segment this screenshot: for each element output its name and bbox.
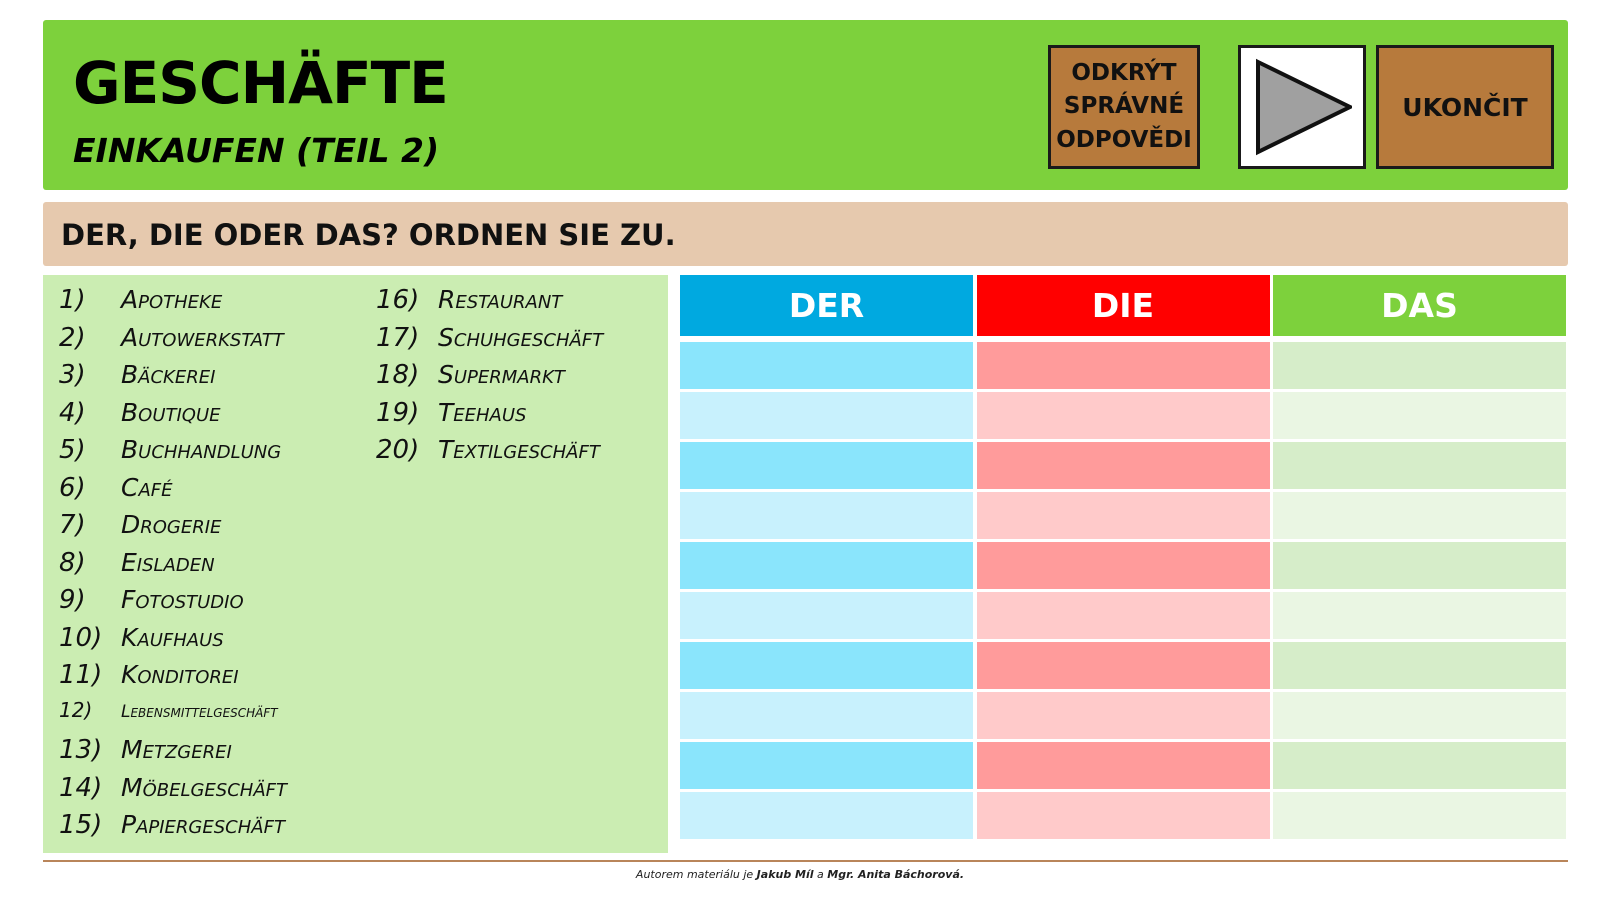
- word-number: 3): [59, 360, 86, 390]
- end-button[interactable]: UKONČIT: [1376, 45, 1554, 169]
- word-item[interactable]: [376, 285, 603, 323]
- play-icon: [1252, 57, 1352, 157]
- word-number: 15): [59, 810, 103, 840]
- word-text: Restaurant: [438, 285, 563, 314]
- word-text: Buchhandlung: [121, 435, 282, 464]
- word-text: Fotostudio: [121, 585, 244, 614]
- word-text: Eisladen: [121, 547, 215, 577]
- word-number: 6): [59, 472, 86, 503]
- drop-cell-die[interactable]: [977, 742, 1270, 789]
- column-header-die: DIE: [977, 275, 1270, 336]
- word-item[interactable]: [59, 623, 287, 661]
- word-text: Café: [121, 472, 173, 502]
- word-text: Apotheke: [121, 285, 223, 314]
- word-item[interactable]: [376, 360, 603, 398]
- drop-cell-die[interactable]: [977, 342, 1270, 389]
- word-number: 1): [59, 285, 86, 315]
- word-item[interactable]: [376, 435, 603, 473]
- drop-cell-der[interactable]: [680, 342, 973, 389]
- word-text: Teehaus: [438, 397, 527, 427]
- word-item[interactable]: [59, 435, 287, 473]
- footer-author-2: Mgr. Anita Báchorová.: [827, 868, 965, 881]
- instruction-bar: [43, 202, 1568, 266]
- drop-cell-der[interactable]: [680, 492, 973, 539]
- word-item[interactable]: [59, 360, 287, 398]
- drop-cell-die[interactable]: [977, 642, 1270, 689]
- word-text: Supermarkt: [438, 360, 565, 389]
- word-number: 17): [376, 322, 420, 353]
- drop-cell-das[interactable]: [1273, 592, 1566, 639]
- word-item[interactable]: [59, 773, 287, 811]
- word-number: 8): [59, 547, 86, 578]
- word-item[interactable]: [59, 398, 287, 436]
- drop-cell-das[interactable]: [1273, 542, 1566, 589]
- word-number: 11): [59, 660, 103, 690]
- drop-cell-der[interactable]: [680, 642, 973, 689]
- word-number: 9): [59, 585, 86, 615]
- word-number: 14): [59, 772, 103, 803]
- word-item[interactable]: [59, 323, 287, 361]
- word-number: 20): [376, 435, 420, 465]
- word-list-column-2: [376, 285, 603, 473]
- column-header-der: DER: [680, 275, 973, 336]
- word-number: 12): [59, 697, 93, 722]
- word-text: Bäckerei: [121, 360, 216, 389]
- word-list-panel: [43, 275, 668, 853]
- word-number: 5): [59, 435, 86, 465]
- word-item[interactable]: [59, 473, 287, 511]
- drop-cell-das[interactable]: [1273, 742, 1566, 789]
- drop-cell-der[interactable]: [680, 542, 973, 589]
- word-item[interactable]: [59, 285, 287, 323]
- word-item[interactable]: [59, 585, 287, 623]
- drop-cell-der[interactable]: [680, 792, 973, 839]
- word-number: 18): [376, 360, 420, 390]
- reveal-label-line2: SPRÁVNÉ: [1063, 93, 1185, 120]
- word-number: 16): [376, 285, 420, 315]
- drop-cell-das[interactable]: [1273, 792, 1566, 839]
- word-number: 13): [59, 735, 103, 765]
- word-number: 7): [59, 510, 86, 540]
- drop-cell-die[interactable]: [977, 542, 1270, 589]
- drop-cell-die[interactable]: [977, 792, 1270, 839]
- page-subtitle: EINKAUFEN (TEIL 2): [73, 131, 440, 170]
- drop-cell-der[interactable]: [680, 442, 973, 489]
- word-text: Lebensmittelgeschäft: [121, 701, 278, 722]
- word-item[interactable]: [59, 698, 287, 736]
- drop-cell-das[interactable]: [1273, 392, 1566, 439]
- footer-joiner: a: [817, 868, 824, 881]
- drop-cell-der[interactable]: [680, 692, 973, 739]
- drop-cell-die[interactable]: [977, 692, 1270, 739]
- footer-divider: [43, 860, 1568, 862]
- header-banner: [43, 20, 1568, 190]
- word-text: Metzgerei: [121, 735, 232, 764]
- word-item[interactable]: [59, 660, 287, 698]
- word-text: Schuhgeschäft: [438, 322, 604, 352]
- word-number: 19): [376, 397, 420, 428]
- word-item[interactable]: [59, 810, 287, 848]
- word-text: Autowerkstatt: [121, 322, 284, 352]
- reveal-label-line1: ODKRÝT: [1071, 59, 1177, 86]
- drop-cell-die[interactable]: [977, 392, 1270, 439]
- drop-cell-der[interactable]: [680, 392, 973, 439]
- word-number: 10): [59, 622, 103, 653]
- word-number: 2): [59, 322, 86, 353]
- word-item[interactable]: [59, 510, 287, 548]
- drop-cell-der[interactable]: [680, 592, 973, 639]
- drop-cell-die[interactable]: [977, 442, 1270, 489]
- footer-prefix: Autorem materiálu je: [635, 868, 754, 881]
- drop-cell-das[interactable]: [1273, 442, 1566, 489]
- drop-cell-die[interactable]: [977, 592, 1270, 639]
- drop-cell-das[interactable]: [1273, 492, 1566, 539]
- drop-cell-der[interactable]: [680, 742, 973, 789]
- word-text: Papiergeschäft: [121, 810, 285, 839]
- word-item[interactable]: [59, 548, 287, 586]
- word-text: Konditorei: [121, 660, 239, 689]
- word-list-column-1: [59, 285, 287, 848]
- word-text: Möbelgeschäft: [121, 772, 288, 802]
- word-number: 4): [59, 397, 86, 428]
- instruction-text: DER, DIE ODER DAS? ORDNEN SIE ZU.: [61, 218, 676, 252]
- drop-cell-die[interactable]: [977, 492, 1270, 539]
- word-text: Textilgeschäft: [438, 435, 600, 464]
- column-header-das: DAS: [1273, 275, 1566, 336]
- page-title: GESCHÄFTE: [73, 49, 448, 117]
- word-item[interactable]: [376, 323, 603, 361]
- drop-cell-das[interactable]: [1273, 692, 1566, 739]
- word-item[interactable]: [376, 398, 603, 436]
- drop-cell-das[interactable]: [1273, 642, 1566, 689]
- word-item[interactable]: [59, 735, 287, 773]
- footer-author-1: Jakub Míl: [756, 868, 814, 881]
- footer-credits: [0, 868, 1600, 881]
- reveal-answers-button[interactable]: [1048, 45, 1200, 169]
- reveal-label-line3: ODPOVĚDI: [1056, 126, 1192, 153]
- drop-cell-das[interactable]: [1273, 342, 1566, 389]
- word-text: Boutique: [121, 397, 221, 427]
- word-text: Drogerie: [121, 510, 222, 539]
- play-button[interactable]: [1238, 45, 1366, 169]
- word-text: Kaufhaus: [121, 622, 224, 652]
